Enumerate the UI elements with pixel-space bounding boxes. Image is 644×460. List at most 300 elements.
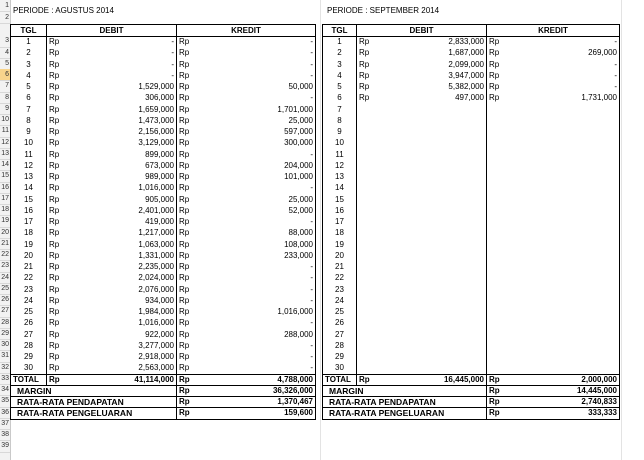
currency-cell[interactable] [487,115,505,126]
currency-cell[interactable]: Rp [47,250,63,261]
day-cell[interactable]: 30 [11,363,47,374]
currency-cell[interactable]: Rp [47,183,63,194]
currency-cell[interactable]: Rp [487,70,505,81]
currency-cell[interactable] [487,352,505,363]
kredit-cell[interactable]: - [195,363,316,374]
currency-cell[interactable]: Rp [47,127,63,138]
kredit-cell[interactable] [505,149,620,160]
debit-cell[interactable]: 1,473,000 [63,115,177,126]
day-cell[interactable]: 1 [11,37,47,48]
row-number[interactable]: 1 [0,0,10,12]
currency-cell[interactable]: Rp [177,385,195,396]
currency-cell[interactable]: Rp [47,352,63,363]
day-cell[interactable]: 5 [11,82,47,93]
kredit-cell[interactable]: - [195,48,316,59]
kredit-cell[interactable]: 52,000 [195,205,316,216]
debit-cell[interactable] [377,329,487,340]
currency-cell[interactable]: Rp [47,318,63,329]
currency-cell[interactable] [357,363,377,374]
currency-cell[interactable]: Rp [177,127,195,138]
margin-row-label[interactable]: MARGIN [11,385,177,396]
debit-cell[interactable] [377,352,487,363]
day-cell[interactable]: 15 [11,194,47,205]
debit-cell[interactable]: 1,529,000 [63,82,177,93]
debit-cell[interactable]: 1,331,000 [63,250,177,261]
kredit-cell[interactable]: 233,000 [195,250,316,261]
currency-cell[interactable] [357,340,377,351]
currency-cell[interactable]: Rp [177,183,195,194]
kredit-cell[interactable]: - [195,59,316,70]
avg-income-row-label[interactable]: RATA-RATA PENDAPATAN [11,397,177,408]
kredit-cell[interactable]: - [505,70,620,81]
debit-cell[interactable] [377,183,487,194]
kredit-cell[interactable]: - [195,273,316,284]
kredit-cell[interactable] [505,205,620,216]
debit-cell[interactable] [377,127,487,138]
avg-expense-row-value[interactable]: 159,600 [195,408,316,419]
day-cell[interactable]: 20 [323,250,357,261]
currency-cell[interactable] [357,149,377,160]
row-number[interactable]: 14 [0,159,10,171]
row-number[interactable]: 5 [0,58,10,70]
currency-cell[interactable]: Rp [177,115,195,126]
day-cell[interactable]: 14 [11,183,47,194]
row-number[interactable]: 31 [0,350,10,362]
row-number[interactable]: 6 [0,69,10,81]
day-cell[interactable]: 1 [323,37,357,48]
day-cell[interactable]: 2 [11,48,47,59]
kredit-cell[interactable]: 25,000 [195,115,316,126]
debit-cell[interactable]: 1,687,000 [377,48,487,59]
currency-cell[interactable]: Rp [177,397,195,408]
day-cell[interactable]: 21 [11,262,47,273]
margin-row-label[interactable]: MARGIN [323,385,487,396]
currency-cell[interactable]: Rp [47,70,63,81]
currency-cell[interactable] [487,194,505,205]
currency-cell[interactable]: Rp [47,37,63,48]
currency-cell[interactable]: Rp [357,82,377,93]
day-cell[interactable]: 24 [11,295,47,306]
row-number[interactable]: 36 [0,407,10,419]
row-number[interactable]: 15 [0,170,10,182]
currency-cell[interactable] [487,138,505,149]
currency-cell[interactable]: Rp [177,194,195,205]
currency-cell[interactable]: Rp [47,363,63,374]
debit-cell[interactable]: - [63,48,177,59]
currency-cell[interactable] [487,149,505,160]
debit-cell[interactable] [377,307,487,318]
currency-cell[interactable] [487,217,505,228]
day-cell[interactable]: 21 [323,262,357,273]
debit-cell[interactable] [377,273,487,284]
row-number[interactable]: 25 [0,283,10,295]
day-cell[interactable]: 14 [323,183,357,194]
day-cell[interactable]: 22 [11,273,47,284]
day-cell[interactable]: 7 [323,104,357,115]
currency-cell[interactable]: Rp [177,104,195,115]
day-cell[interactable]: 15 [323,194,357,205]
debit-cell[interactable]: 1,016,000 [63,183,177,194]
debit-cell[interactable]: 2,235,000 [63,262,177,273]
day-cell[interactable]: 4 [11,70,47,81]
row-number[interactable]: 27 [0,305,10,317]
currency-cell[interactable]: Rp [47,340,63,351]
currency-cell[interactable]: Rp [487,385,505,396]
day-cell[interactable]: 17 [11,217,47,228]
currency-cell[interactable]: Rp [177,352,195,363]
currency-cell[interactable]: Rp [47,59,63,70]
currency-cell[interactable]: Rp [177,48,195,59]
row-number[interactable]: 13 [0,148,10,160]
debit-cell[interactable]: 922,000 [63,329,177,340]
debit-cell[interactable] [377,295,487,306]
kredit-cell[interactable] [505,318,620,329]
kredit-cell[interactable]: 1,701,000 [195,104,316,115]
kredit-cell[interactable] [505,273,620,284]
kredit-cell[interactable] [505,250,620,261]
currency-cell[interactable]: Rp [47,93,63,104]
debit-cell[interactable]: 2,401,000 [63,205,177,216]
currency-cell[interactable]: Rp [47,82,63,93]
total-debit-cell[interactable]: 16,445,000 [377,374,487,385]
debit-cell[interactable] [377,104,487,115]
kredit-cell[interactable] [505,183,620,194]
day-cell[interactable]: 25 [11,307,47,318]
day-cell[interactable]: 23 [11,284,47,295]
currency-cell[interactable]: Rp [177,374,195,385]
row-number[interactable]: 38 [0,429,10,441]
row-number[interactable]: 28 [0,317,10,329]
currency-cell[interactable] [357,295,377,306]
currency-cell[interactable] [487,295,505,306]
currency-cell[interactable]: Rp [177,284,195,295]
currency-cell[interactable] [487,329,505,340]
kredit-cell[interactable]: - [195,217,316,228]
currency-cell[interactable]: Rp [47,295,63,306]
day-cell[interactable]: 13 [323,172,357,183]
kredit-cell[interactable] [505,228,620,239]
currency-cell[interactable] [357,250,377,261]
currency-cell[interactable]: Rp [177,82,195,93]
row-number[interactable]: 9 [0,103,10,115]
debit-cell[interactable]: 3,947,000 [377,70,487,81]
debit-cell[interactable]: 419,000 [63,217,177,228]
debit-cell[interactable]: 3,129,000 [63,138,177,149]
row-number[interactable]: 16 [0,182,10,194]
debit-cell[interactable]: 2,156,000 [63,127,177,138]
row-number[interactable]: 30 [0,339,10,351]
currency-cell[interactable] [487,273,505,284]
row-number[interactable]: 3 [0,35,10,47]
kredit-cell[interactable]: - [195,93,316,104]
row-number[interactable]: 19 [0,215,10,227]
row-number[interactable]: 23 [0,260,10,272]
debit-cell[interactable]: 1,016,000 [63,318,177,329]
debit-cell[interactable]: - [63,70,177,81]
debit-cell[interactable]: 3,277,000 [63,340,177,351]
currency-cell[interactable]: Rp [487,408,505,419]
currency-cell[interactable]: Rp [177,363,195,374]
debit-cell[interactable] [377,205,487,216]
col-header-debit[interactable]: DEBIT [47,25,177,37]
row-number[interactable]: 18 [0,204,10,216]
row-number[interactable]: 22 [0,249,10,261]
kredit-cell[interactable]: - [195,340,316,351]
debit-cell[interactable] [377,262,487,273]
currency-cell[interactable] [487,307,505,318]
row-number[interactable]: 11 [0,125,10,137]
kredit-cell[interactable] [505,295,620,306]
day-cell[interactable]: 18 [323,228,357,239]
day-cell[interactable]: 23 [323,284,357,295]
day-cell[interactable]: 18 [11,228,47,239]
currency-cell[interactable] [357,138,377,149]
day-cell[interactable]: 22 [323,273,357,284]
kredit-cell[interactable]: - [195,37,316,48]
kredit-cell[interactable]: 25,000 [195,194,316,205]
kredit-cell[interactable]: - [195,262,316,273]
day-cell[interactable]: 30 [323,363,357,374]
debit-cell[interactable] [377,149,487,160]
currency-cell[interactable] [487,239,505,250]
currency-cell[interactable] [487,127,505,138]
day-cell[interactable]: 6 [323,93,357,104]
day-cell[interactable]: 3 [11,59,47,70]
currency-cell[interactable]: Rp [487,59,505,70]
debit-cell[interactable] [377,363,487,374]
kredit-cell[interactable]: 204,000 [195,160,316,171]
debit-cell[interactable] [377,318,487,329]
day-cell[interactable]: 29 [323,352,357,363]
kredit-cell[interactable] [505,262,620,273]
currency-cell[interactable]: Rp [487,93,505,104]
total-kredit-cell[interactable]: 2,000,000 [505,374,620,385]
kredit-cell[interactable]: 597,000 [195,127,316,138]
avg-expense-row-label[interactable]: RATA-RATA PENGELUARAN [11,408,177,419]
row-number[interactable]: 24 [0,272,10,284]
currency-cell[interactable]: Rp [357,48,377,59]
kredit-cell[interactable]: - [505,37,620,48]
currency-cell[interactable]: Rp [177,329,195,340]
debit-cell[interactable] [377,138,487,149]
day-cell[interactable]: 28 [11,340,47,351]
currency-cell[interactable]: Rp [177,262,195,273]
currency-cell[interactable] [487,205,505,216]
currency-cell[interactable]: Rp [177,250,195,261]
day-cell[interactable]: 4 [323,70,357,81]
row-number[interactable]: 4 [0,47,10,59]
day-cell[interactable]: 5 [323,82,357,93]
debit-cell[interactable] [377,115,487,126]
currency-cell[interactable]: Rp [487,397,505,408]
currency-cell[interactable]: Rp [47,160,63,171]
currency-cell[interactable]: Rp [357,59,377,70]
debit-cell[interactable] [377,228,487,239]
kredit-cell[interactable]: 300,000 [195,138,316,149]
currency-cell[interactable]: Rp [47,194,63,205]
debit-cell[interactable]: 1,984,000 [63,307,177,318]
day-cell[interactable]: 27 [11,329,47,340]
kredit-cell[interactable]: 1,016,000 [195,307,316,318]
kredit-cell[interactable]: 288,000 [195,329,316,340]
currency-cell[interactable] [487,363,505,374]
debit-cell[interactable]: 1,063,000 [63,239,177,250]
currency-cell[interactable]: Rp [177,273,195,284]
debit-cell[interactable]: 673,000 [63,160,177,171]
col-header-kredit[interactable]: KREDIT [487,25,620,37]
kredit-cell[interactable]: 50,000 [195,82,316,93]
day-cell[interactable]: 28 [323,340,357,351]
row-number[interactable]: 17 [0,193,10,205]
currency-cell[interactable] [487,318,505,329]
kredit-cell[interactable]: 108,000 [195,239,316,250]
row-number[interactable]: 12 [0,137,10,149]
currency-cell[interactable] [357,194,377,205]
currency-cell[interactable]: Rp [47,172,63,183]
margin-row-value[interactable]: 14,445,000 [505,385,620,396]
row-number[interactable]: 2 [0,12,10,24]
currency-cell[interactable] [357,160,377,171]
kredit-cell[interactable] [505,194,620,205]
margin-row-value[interactable]: 36,326,000 [195,385,316,396]
currency-cell[interactable]: Rp [47,273,63,284]
currency-cell[interactable] [357,217,377,228]
kredit-cell[interactable]: 101,000 [195,172,316,183]
debit-cell[interactable]: 2,918,000 [63,352,177,363]
day-cell[interactable]: 29 [11,352,47,363]
currency-cell[interactable]: Rp [47,262,63,273]
kredit-cell[interactable] [505,284,620,295]
debit-cell[interactable] [377,217,487,228]
kredit-cell[interactable] [505,104,620,115]
row-number[interactable]: 21 [0,238,10,250]
day-cell[interactable]: 19 [323,239,357,250]
day-cell[interactable]: 8 [323,115,357,126]
kredit-cell[interactable]: - [195,70,316,81]
currency-cell[interactable] [357,183,377,194]
total-debit-cell[interactable]: 41,114,000 [63,374,177,385]
currency-cell[interactable]: Rp [47,239,63,250]
currency-cell[interactable] [357,318,377,329]
debit-cell[interactable]: 2,099,000 [377,59,487,70]
currency-cell[interactable]: Rp [47,149,63,160]
kredit-cell[interactable]: - [195,284,316,295]
currency-cell[interactable] [487,262,505,273]
avg-expense-row-label[interactable]: RATA-RATA PENGELUARAN [323,408,487,419]
day-cell[interactable]: 24 [323,295,357,306]
debit-cell[interactable]: 306,000 [63,93,177,104]
currency-cell[interactable]: Rp [47,48,63,59]
kredit-cell[interactable] [505,160,620,171]
currency-cell[interactable]: Rp [487,48,505,59]
row-number[interactable]: 34 [0,384,10,396]
debit-cell[interactable]: 2,563,000 [63,363,177,374]
row-number[interactable]: 32 [0,362,10,374]
currency-cell[interactable] [357,352,377,363]
kredit-cell[interactable] [505,329,620,340]
debit-cell[interactable]: - [63,37,177,48]
currency-cell[interactable] [487,160,505,171]
day-cell[interactable]: 10 [323,138,357,149]
currency-cell[interactable] [357,228,377,239]
day-cell[interactable]: 9 [11,127,47,138]
currency-cell[interactable] [487,183,505,194]
currency-cell[interactable] [487,250,505,261]
currency-cell[interactable]: Rp [177,93,195,104]
currency-cell[interactable] [357,115,377,126]
kredit-cell[interactable]: - [195,318,316,329]
debit-cell[interactable]: 5,382,000 [377,82,487,93]
debit-cell[interactable] [377,340,487,351]
kredit-cell[interactable]: 1,731,000 [505,93,620,104]
day-cell[interactable]: 10 [11,138,47,149]
col-header-tgl[interactable]: TGL [323,25,357,37]
currency-cell[interactable]: Rp [177,138,195,149]
currency-cell[interactable]: Rp [47,205,63,216]
currency-cell[interactable] [487,284,505,295]
debit-cell[interactable] [377,250,487,261]
day-cell[interactable]: 2 [323,48,357,59]
currency-cell[interactable]: Rp [177,295,195,306]
currency-cell[interactable]: Rp [47,228,63,239]
debit-cell[interactable] [377,160,487,171]
debit-cell[interactable]: 2,024,000 [63,273,177,284]
debit-cell[interactable] [377,172,487,183]
currency-cell[interactable] [357,284,377,295]
kredit-cell[interactable] [505,115,620,126]
debit-cell[interactable] [377,284,487,295]
kredit-cell[interactable]: - [195,149,316,160]
kredit-cell[interactable] [505,363,620,374]
debit-cell[interactable] [377,194,487,205]
currency-cell[interactable]: Rp [177,160,195,171]
day-cell[interactable]: 3 [323,59,357,70]
day-cell[interactable]: 25 [323,307,357,318]
currency-cell[interactable]: Rp [47,104,63,115]
row-number[interactable]: 39 [0,440,10,452]
row-number[interactable]: 8 [0,92,10,104]
currency-cell[interactable]: Rp [357,93,377,104]
currency-cell[interactable]: Rp [177,59,195,70]
currency-cell[interactable]: Rp [177,149,195,160]
currency-cell[interactable]: Rp [357,374,377,385]
kredit-cell[interactable] [505,138,620,149]
debit-cell[interactable]: 934,000 [63,295,177,306]
currency-cell[interactable]: Rp [357,70,377,81]
row-number[interactable]: 33 [0,373,10,385]
day-cell[interactable]: 12 [11,160,47,171]
currency-cell[interactable]: Rp [177,340,195,351]
day-cell[interactable]: 19 [11,239,47,250]
day-cell[interactable]: 6 [11,93,47,104]
currency-cell[interactable] [357,307,377,318]
total-label[interactable]: TOTAL [11,374,47,385]
currency-cell[interactable] [357,273,377,284]
kredit-cell[interactable] [505,340,620,351]
total-kredit-cell[interactable]: 4,788,000 [195,374,316,385]
row-number[interactable]: 10 [0,114,10,126]
day-cell[interactable]: 7 [11,104,47,115]
kredit-cell[interactable] [505,307,620,318]
currency-cell[interactable]: Rp [487,374,505,385]
day-cell[interactable]: 11 [323,149,357,160]
currency-cell[interactable] [487,228,505,239]
day-cell[interactable]: 26 [323,318,357,329]
currency-cell[interactable]: Rp [47,217,63,228]
currency-cell[interactable]: Rp [177,205,195,216]
debit-cell[interactable]: 2,076,000 [63,284,177,295]
currency-cell[interactable]: Rp [47,374,63,385]
